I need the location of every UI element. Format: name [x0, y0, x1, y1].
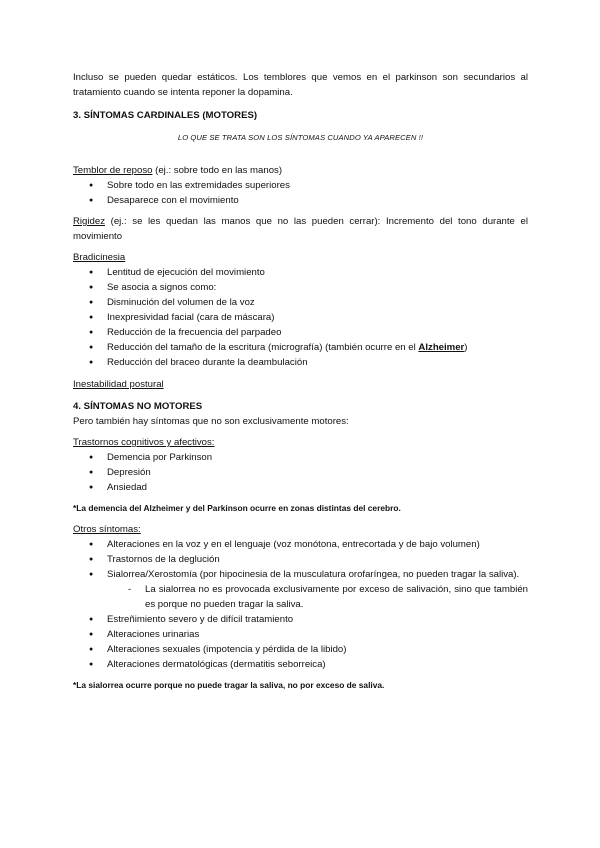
list-item: ● Reducción de la frecuencia del parpadeo	[73, 325, 528, 340]
otros-list-b	[73, 612, 528, 672]
list-item: ● Trastornos de la deglución	[73, 552, 528, 567]
otros-heading	[73, 522, 528, 537]
bradicinesia-heading	[73, 250, 528, 265]
list-item: ● Lentitud de ejecución del movimiento	[73, 265, 528, 280]
rigidez-paragraph	[73, 214, 528, 244]
rigidez-text: (ej.: se les quedan las manos que no las pueden cerrar): Incremento del tono durante el movimiento	[73, 216, 528, 242]
list-item: ● Alteraciones sexuales (impotencia y pérdida de la libido)	[73, 642, 528, 657]
cognitivos-heading	[73, 435, 528, 450]
bradicinesia-list	[73, 265, 528, 370]
section-4-intro: Pero también hay síntomas que no son exclusivamente motores:	[73, 416, 349, 427]
temblor-suffix: (ej.: sobre todo en las manos)	[152, 165, 283, 176]
list-item: ● Sialorrea/Xerostomía (por hipocinesia de la musculatura orofaríngea, no pueden tragar la saliva).	[73, 567, 528, 582]
inestabilidad-title: Inestabilidad postural	[73, 379, 164, 390]
list-item: ● Estreñimiento severo y de difícil tratamiento	[73, 612, 528, 627]
list-item: ● Sobre todo en las extremidades superiores	[73, 178, 528, 193]
list-item: ● Desaparece con el movimiento	[73, 193, 528, 208]
list-item: ● Se asocia a signos como:	[73, 280, 528, 295]
cognitivos-list	[73, 450, 528, 495]
list-item: ● Disminución del volumen de la voz	[73, 295, 528, 310]
otros-sublist	[73, 582, 528, 612]
list-item: ● Depresión	[73, 465, 528, 480]
section-4-heading: 4. SÍNTOMAS NO MOTORES	[73, 401, 203, 412]
micrografia-text: Reducción del tamaño de la escritura (micrografía) (también ocurre en el	[107, 342, 419, 353]
inestabilidad-heading	[73, 377, 528, 392]
bradicinesia-title: Bradicinesia	[73, 252, 126, 263]
intro-paragraph: Incluso se pueden quedar estáticos. Los temblores que vemos en el parkinson son secundarios al tratamiento cuando se intenta reponer la dopamina.	[73, 72, 528, 98]
temblor-list	[73, 178, 528, 208]
rigidez-title: Rigidez	[73, 216, 105, 227]
sub-list-item: - La sialorrea no es provocada exclusivamente por exceso de salivación, sino que también es porque no pueden tragar la saliva.	[73, 582, 528, 612]
cognitivos-title: Trastornos cognitivos y afectivos:	[73, 437, 215, 448]
section-3-heading: 3. SÍNTOMAS CARDINALES (MOTORES)	[73, 110, 258, 121]
temblor-title: Temblor de reposo	[73, 165, 153, 176]
list-item: ● Reducción del braceo durante la deambulación	[73, 355, 528, 370]
list-item: ● Demencia por Parkinson	[73, 450, 528, 465]
list-item: ● Ansiedad	[73, 480, 528, 495]
alzheimer-link[interactable]: Alzheimer	[418, 342, 465, 353]
list-item: ● Inexpresividad facial (cara de máscara)	[73, 310, 528, 325]
section-3-callout: LO QUE SE TRATA SON LOS SÍNTOMAS CUANDO YA APARECEN !!	[177, 133, 424, 142]
list-item: ● Alteraciones urinarias	[73, 627, 528, 642]
otros-title: Otros síntomas:	[73, 524, 141, 535]
otros-note: *La sialorrea ocurre porque no puede tragar la saliva, no por exceso de saliva.	[73, 680, 385, 690]
document-page	[73, 70, 528, 693]
temblor-heading	[73, 163, 528, 178]
list-item: ● Alteraciones en la voz y en el lenguaje (voz monótona, entrecortada y de bajo volumen)	[73, 537, 528, 552]
cognitivos-note: *La demencia del Alzheimer y del Parkinson ocurre en zonas distintas del cerebro.	[73, 503, 401, 513]
list-item	[73, 340, 528, 355]
otros-list-a	[73, 537, 528, 582]
list-item: ● Alteraciones dermatológicas (dermatitis seborreica)	[73, 657, 528, 672]
micrografia-suffix: )	[464, 342, 468, 353]
